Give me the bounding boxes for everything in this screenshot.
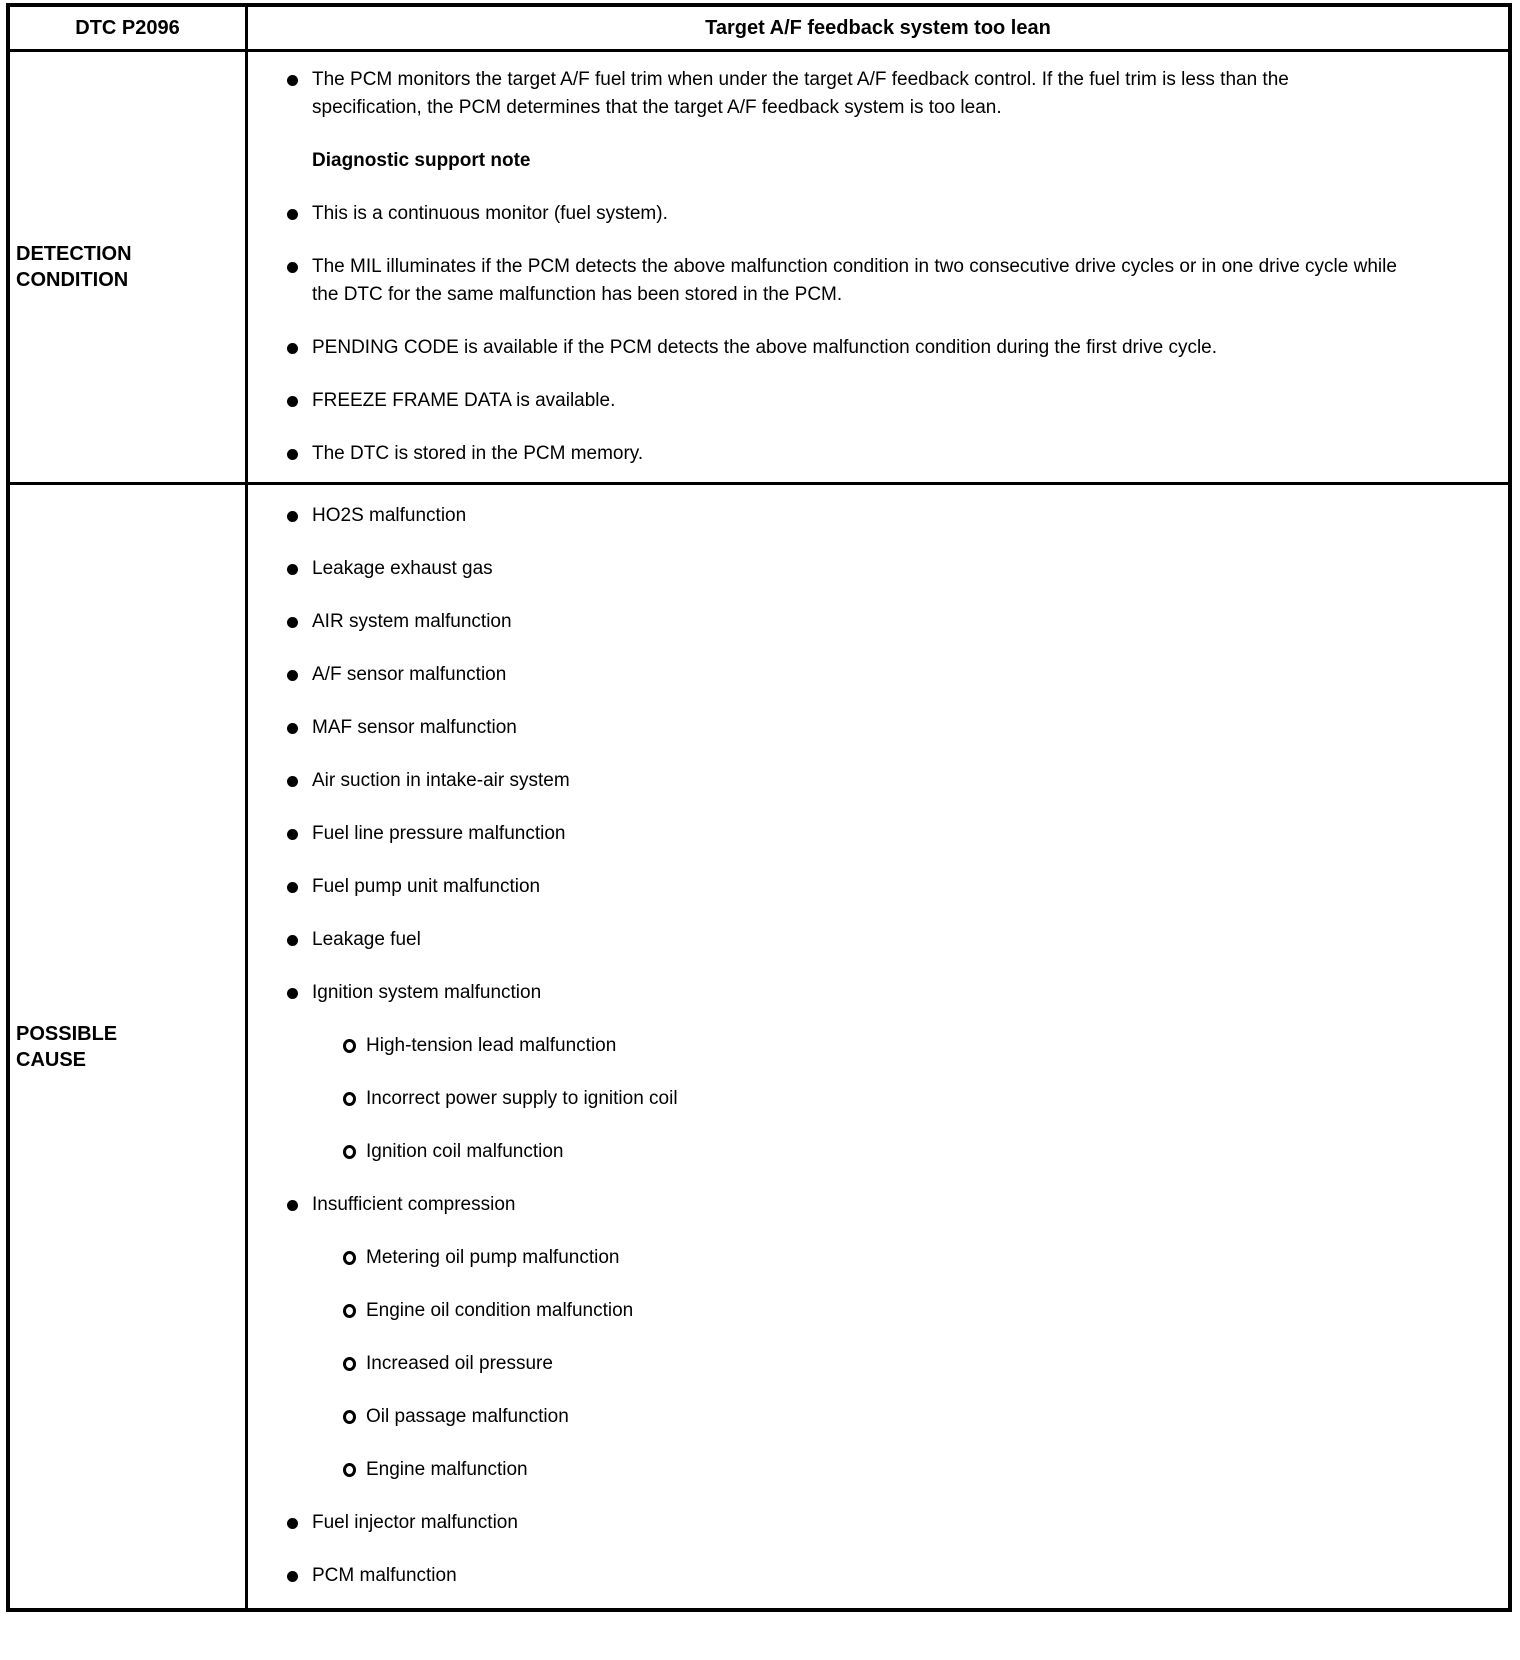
bullet-icon [287,262,298,273]
list-item-text: Ignition coil malfunction [366,1141,564,1162]
bullet-icon [287,829,298,840]
dtc-code-cell [8,5,247,51]
list-item [248,253,1403,309]
bullet-icon [287,1518,298,1529]
circle-bullet-icon [343,1357,356,1371]
list-item [248,873,1403,901]
list-item-text: The MIL illuminates if the PCM detects the above malfunction condition in two consecutive drive cycles or in one drive cycle while the DTC for the same malfunction has been stored in the PCM. [312,256,1397,305]
list-sub-item [248,1456,1403,1484]
list-item [248,979,1403,1007]
circle-bullet-icon [343,1463,356,1477]
list-item-text: Fuel pump unit malfunction [312,876,541,897]
list-item-text: Fuel injector malfunction [312,1512,518,1533]
dtc-title: Target A/F feedback system too lean [705,16,1051,39]
possible-cause-row [8,484,1510,1611]
bullet-icon [287,1571,298,1582]
bullet-icon [287,396,298,407]
list-sub-item [248,1350,1403,1378]
list-item-text: Fuel line pressure malfunction [312,823,566,844]
list-item-text: High-tension lead malfunction [366,1035,617,1056]
list-item [248,608,1403,636]
bullet-icon [287,511,298,522]
circle-bullet-icon [343,1145,356,1159]
bullet-icon [287,1200,298,1211]
list-sub-item [248,1138,1403,1166]
bullet-icon [287,75,298,86]
bullet-icon [287,670,298,681]
list-item-text: PCM malfunction [312,1565,457,1586]
bullet-icon [287,935,298,946]
list-item-text: HO2S malfunction [312,505,467,526]
detection-condition-row [8,51,1510,484]
list-sub-item [248,1085,1403,1113]
list-item [248,555,1403,583]
list-item-text: Engine malfunction [366,1459,528,1480]
list-item-text: Incorrect power supply to ignition coil [366,1088,678,1109]
list-item [248,926,1403,954]
list-item-text: Oil passage malfunction [366,1406,569,1427]
possible-cause-content [247,484,1511,1611]
list-item [248,661,1403,689]
list-item-text: Engine oil condition malfunction [366,1300,634,1321]
bullet-icon [287,723,298,734]
bullet-icon [287,209,298,220]
list-item-text: This is a continuous monitor (fuel system). [312,203,668,224]
list-item-text: Increased oil pressure [366,1353,553,1374]
list-item [248,334,1403,362]
list-sub-item [248,1297,1403,1325]
list-item [248,714,1403,742]
list-item-text: Leakage fuel [312,929,421,950]
circle-bullet-icon [343,1092,356,1106]
list-item-text: FREEZE FRAME DATA is available. [312,390,616,411]
bullet-icon [287,564,298,575]
list-sub-item [248,1032,1403,1060]
dtc-title-cell [247,5,1511,51]
list-item [248,1562,1403,1590]
circle-bullet-icon [343,1304,356,1318]
bullet-icon [287,343,298,354]
list-item-text: The PCM monitors the target A/F fuel trim when under the target A/F feedback control. If the fuel trim is less than the specification, the PCM determines that the target A/F feedback system is too lean. [312,69,1289,118]
list-item-text: PENDING CODE is available if the PCM detects the above malfunction condition during the first drive cycle. [312,337,1218,358]
circle-bullet-icon [343,1410,356,1424]
circle-bullet-icon [343,1039,356,1053]
bullet-icon [287,776,298,787]
list-item [248,820,1403,848]
list-item-text: Insufficient compression [312,1194,516,1215]
list-sub-item [248,1403,1403,1431]
list-item-text: Leakage exhaust gas [312,558,493,579]
circle-bullet-icon [343,1251,356,1265]
bullet-icon [287,988,298,999]
list-item-text: A/F sensor malfunction [312,664,507,685]
list-sub-item [248,1244,1403,1272]
list-item [248,502,1403,530]
detection-condition-content [247,51,1511,484]
list-item-text: Ignition system malfunction [312,982,542,1003]
list-item [248,1509,1403,1537]
bullet-icon [287,882,298,893]
list-item-text: Air suction in intake-air system [312,770,570,791]
list-item-text: AIR system malfunction [312,611,512,632]
possible-cause-label: POSSIBLE CAUSE [8,484,247,1611]
bullet-icon [287,617,298,628]
list-item [248,387,1403,415]
dtc-table [6,3,1512,1612]
list-item [248,1191,1403,1219]
dtc-code: DTC P2096 [75,16,180,39]
list-item-text: MAF sensor malfunction [312,717,517,738]
list-item [248,440,1403,468]
list-item [248,767,1403,795]
diagnostic-support-note-heading: Diagnostic support note [312,150,531,171]
list-item [248,200,1403,228]
list-item [248,66,1403,122]
list-item-text: The DTC is stored in the PCM memory. [312,443,644,464]
detection-condition-label: DETECTION CONDITION [8,51,247,484]
bullet-icon [287,449,298,460]
list-item-text: Metering oil pump malfunction [366,1247,620,1268]
table-header-row [8,5,1510,51]
